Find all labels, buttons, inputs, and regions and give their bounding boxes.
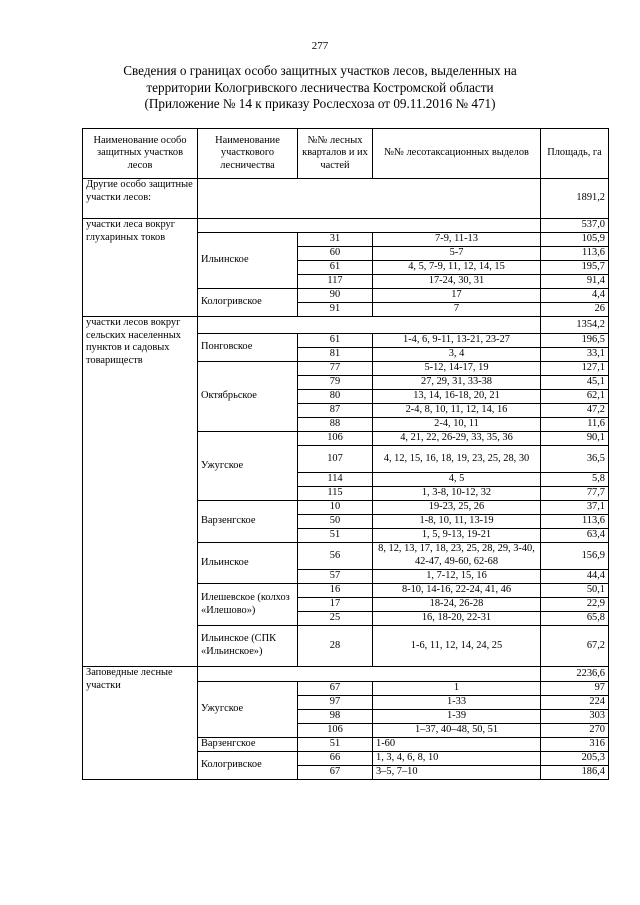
protected-areas-table: [82, 128, 609, 780]
plots: 8-10, 14-16, 22-24, 41, 46: [373, 584, 541, 598]
plots: 3–5, 7–10: [373, 766, 541, 780]
plots: 1-8, 10, 11, 13-19: [373, 515, 541, 529]
plots: 2-4, 8, 10, 11, 12, 14, 16: [373, 404, 541, 418]
plots: 4, 21, 22, 26-29, 33, 35, 36: [373, 432, 541, 446]
plots: 27, 29, 31, 33-38: [373, 376, 541, 390]
plots: 1-60: [373, 738, 541, 752]
title-line-1: Сведения о границах особо защитных участков лесов, выделенных на: [123, 63, 517, 78]
quarter: 50: [298, 515, 373, 529]
area: 47,2: [541, 404, 609, 418]
area: 113,6: [541, 515, 609, 529]
plots: 16, 18-20, 22-31: [373, 612, 541, 626]
area: 224: [541, 696, 609, 710]
table-row: [83, 667, 609, 682]
group-total: 2236,6: [541, 667, 609, 682]
plots: 17-24, 30, 31: [373, 275, 541, 289]
table-row: [83, 179, 609, 219]
area: 50,1: [541, 584, 609, 598]
area: 22,9: [541, 598, 609, 612]
area: 45,1: [541, 376, 609, 390]
header-area: Площадь, га: [541, 129, 609, 179]
quarter: 10: [298, 501, 373, 515]
plots: 13, 14, 16-18, 20, 21: [373, 390, 541, 404]
forestry-name: Ужугское: [198, 432, 298, 501]
forestry-name: Кологривское: [198, 752, 298, 780]
quarter: 107: [298, 446, 373, 473]
forestry-name: Илешевское (колхоз «Илешово»): [198, 584, 298, 626]
plots: 3, 4: [373, 348, 541, 362]
area: 26: [541, 303, 609, 317]
quarter: 61: [298, 261, 373, 275]
area: 270: [541, 724, 609, 738]
quarter: 88: [298, 418, 373, 432]
quarter: 51: [298, 738, 373, 752]
quarter: 91: [298, 303, 373, 317]
plots: 5-7: [373, 247, 541, 261]
plots: 19-23, 25, 26: [373, 501, 541, 515]
table-row: [83, 317, 609, 334]
area: 105,9: [541, 233, 609, 247]
area: 77,7: [541, 487, 609, 501]
area: 196,5: [541, 334, 609, 348]
plots: 1-39: [373, 710, 541, 724]
area: 5,8: [541, 473, 609, 487]
quarter: 31: [298, 233, 373, 247]
plots: 7: [373, 303, 541, 317]
forestry-name: Ильинское: [198, 233, 298, 289]
plots: 1-33: [373, 696, 541, 710]
quarter: 117: [298, 275, 373, 289]
area: 316: [541, 738, 609, 752]
forestry-name: Октябрьское: [198, 362, 298, 432]
plots: 1-6, 11, 12, 14, 24, 25: [373, 626, 541, 667]
area: 186,4: [541, 766, 609, 780]
plots: 1–37, 40–48, 50, 51: [373, 724, 541, 738]
group-total: 1891,2: [541, 179, 609, 219]
area: 4,4: [541, 289, 609, 303]
title-line-2: территории Кологривского лесничества Костромской области: [146, 79, 494, 95]
area: 205,3: [541, 752, 609, 766]
quarter: 17: [298, 598, 373, 612]
quarter: 115: [298, 487, 373, 501]
quarter: 80: [298, 390, 373, 404]
area: 36,5: [541, 446, 609, 473]
header-plots: №№ лесотаксационных выделов: [373, 129, 541, 179]
quarter: 106: [298, 432, 373, 446]
quarter: 60: [298, 247, 373, 261]
quarter: 114: [298, 473, 373, 487]
quarter: 51: [298, 529, 373, 543]
quarter: 106: [298, 724, 373, 738]
quarter: 67: [298, 766, 373, 780]
quarter: 90: [298, 289, 373, 303]
plots: 18-24, 26-28: [373, 598, 541, 612]
area: 33,1: [541, 348, 609, 362]
plots: 17: [373, 289, 541, 303]
area: 37,1: [541, 501, 609, 515]
area: 62,1: [541, 390, 609, 404]
plots: 4, 12, 15, 16, 18, 19, 23, 25, 28, 30: [373, 446, 541, 473]
quarter: 98: [298, 710, 373, 724]
area: 195,7: [541, 261, 609, 275]
table-row: [83, 219, 609, 233]
quarter: 77: [298, 362, 373, 376]
plots: 4, 5, 7-9, 11, 12, 14, 15: [373, 261, 541, 275]
group-total: 537,0: [541, 219, 609, 233]
header-quarters: №№ лесных кварталов и их частей: [298, 129, 373, 179]
plots: 5-12, 14-17, 19: [373, 362, 541, 376]
plots: 1, 5, 9-13, 19-21: [373, 529, 541, 543]
group-name: Заповедные лесные участки: [83, 667, 198, 780]
quarter: 79: [298, 376, 373, 390]
forestry-name: Ильинское (СПК «Ильинское»): [198, 626, 298, 667]
area: 90,1: [541, 432, 609, 446]
plots: 2-4, 10, 11: [373, 418, 541, 432]
group-name: Другие особо защитные участки лесов:: [83, 179, 198, 219]
area: 303: [541, 710, 609, 724]
quarter: 67: [298, 682, 373, 696]
plots: 1, 3, 4, 6, 8, 10: [373, 752, 541, 766]
area: 91,4: [541, 275, 609, 289]
document-title: [0, 63, 640, 113]
plots: 4, 5: [373, 473, 541, 487]
plots: 1, 7-12, 15, 16: [373, 570, 541, 584]
quarter: 28: [298, 626, 373, 667]
quarter: 56: [298, 543, 373, 570]
area: 65,8: [541, 612, 609, 626]
plots: 7-9, 11-13: [373, 233, 541, 247]
title-line-3: (Приложение № 14 к приказу Рослесхоза от 09.11.2016 № 471): [144, 96, 496, 111]
area: 63,4: [541, 529, 609, 543]
forestry-name: Понговское: [198, 334, 298, 362]
group-name: участки леса вокруг глухариных токов: [83, 219, 198, 317]
group-name: участки лесов вокруг сельских населенных пунктов и садовых товариществ: [83, 317, 198, 667]
forestry-name: Ильинское: [198, 543, 298, 584]
forestry-name: Кологривское: [198, 289, 298, 317]
quarter: 81: [298, 348, 373, 362]
area: 113,6: [541, 247, 609, 261]
table-header-row: [83, 129, 609, 179]
forestry-name: Ужугское: [198, 682, 298, 738]
area: 44,4: [541, 570, 609, 584]
header-area-name: Наименование особо защитных участков лесов: [83, 129, 198, 179]
quarter: 66: [298, 752, 373, 766]
quarter: 97: [298, 696, 373, 710]
page-number: 277: [311, 40, 329, 52]
header-forestry: Наименование участкового лесничества: [198, 129, 298, 179]
plots: 1: [373, 682, 541, 696]
quarter: 57: [298, 570, 373, 584]
area: 156,9: [541, 543, 609, 570]
area: 67,2: [541, 626, 609, 667]
area: 11,6: [541, 418, 609, 432]
plots: 1-4, 6, 9-11, 13-21, 23-27: [373, 334, 541, 348]
forestry-name: Варзенгское: [198, 501, 298, 543]
area: 97: [541, 682, 609, 696]
plots: 8, 12, 13, 17, 18, 23, 25, 28, 29, 3-40, 42-47, 49-60, 62-68: [373, 543, 541, 570]
forestry-name: Варзенгское: [198, 738, 298, 752]
quarter: 25: [298, 612, 373, 626]
area: 127,1: [541, 362, 609, 376]
plots: 1, 3-8, 10-12, 32: [373, 487, 541, 501]
quarter: 16: [298, 584, 373, 598]
quarter: 87: [298, 404, 373, 418]
group-total: 1354,2: [541, 317, 609, 334]
quarter: 61: [298, 334, 373, 348]
